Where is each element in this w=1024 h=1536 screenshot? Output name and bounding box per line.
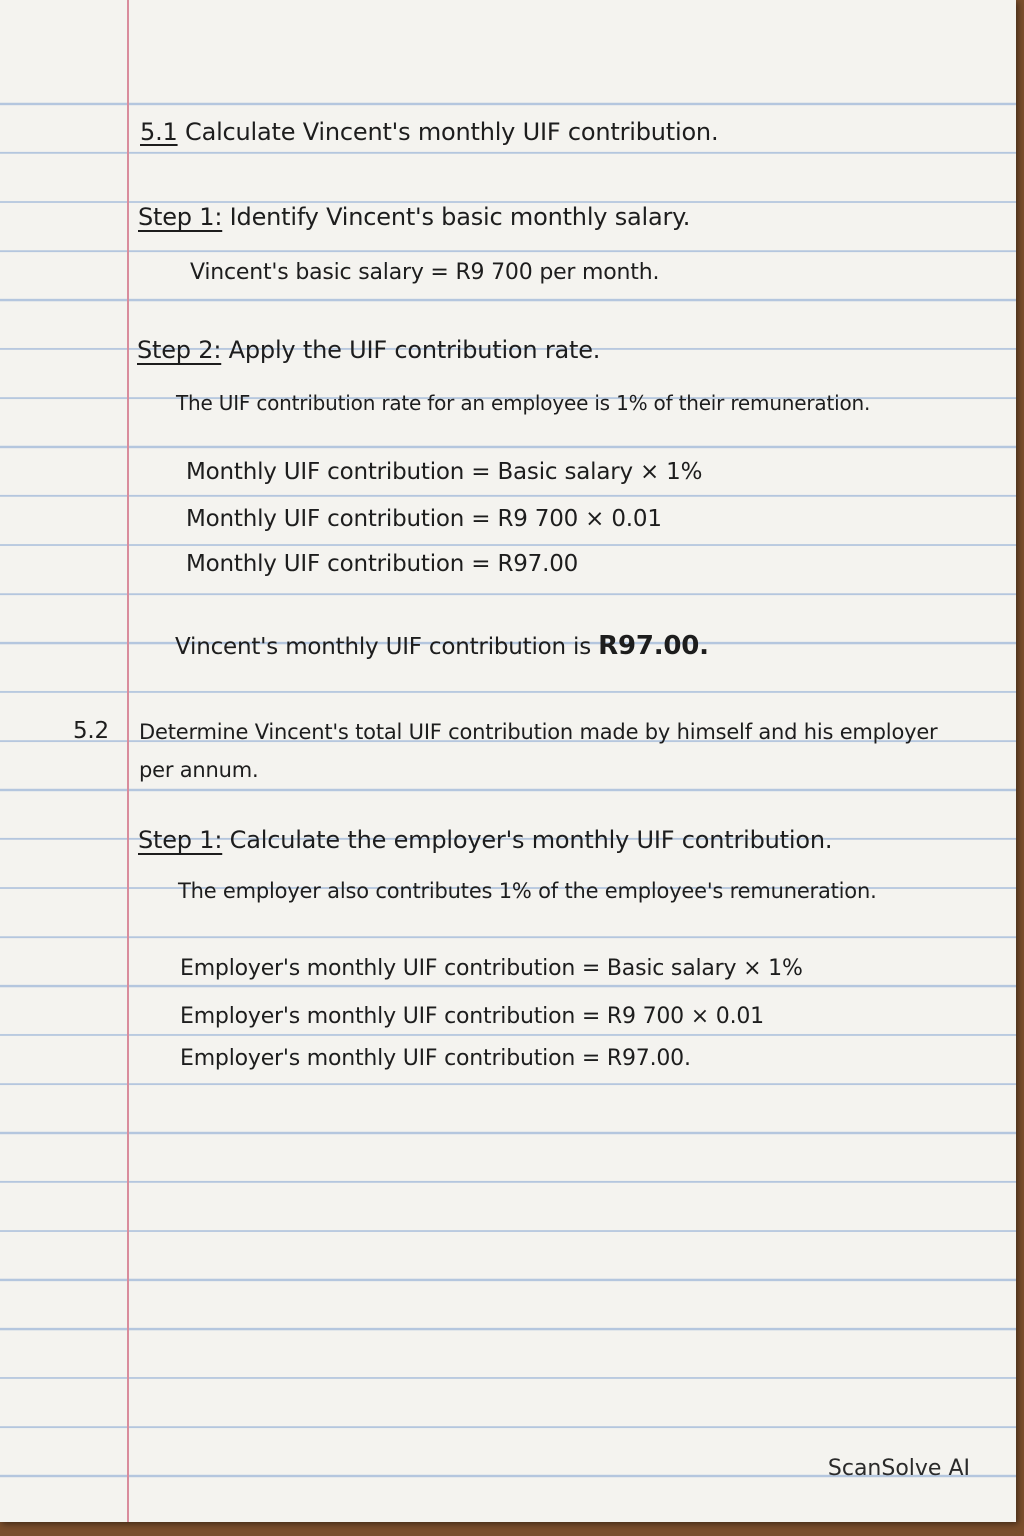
step-1-heading: [138, 203, 690, 231]
question-number: 5.1: [140, 118, 178, 146]
question-5-1-heading: [140, 118, 718, 146]
conclusion-value: R97.00.: [598, 631, 709, 661]
step-text: Identify Vincent's basic monthly salary.: [229, 203, 691, 231]
employer-calc-line-2: Employer's monthly UIF contribution = R9 700 × 0.01: [180, 1004, 764, 1029]
question-5-2-title-line-2: per annum.: [139, 758, 259, 782]
step-label: Step 1:: [138, 826, 223, 854]
margin-line: [127, 0, 129, 1522]
calc-line-2: Monthly UIF contribution = R9 700 × 0.01: [186, 506, 662, 532]
conclusion-text: Vincent's monthly UIF contribution is: [175, 634, 591, 660]
question-5-2-title-line-1: Determine Vincent's total UIF contribution made by himself and his employer: [139, 720, 938, 744]
scansolve-watermark: ScanSolve AI: [827, 1456, 970, 1481]
step-label: Step 1:: [138, 203, 223, 231]
calc-line-3: Monthly UIF contribution = R97.00: [186, 551, 579, 577]
conclusion-line: [175, 631, 709, 661]
step-1-heading-5-2: [138, 826, 832, 854]
basic-salary-line: Vincent's basic salary = R9 700 per month.: [190, 260, 660, 285]
employer-rate-line: The employer also contributes 1% of the employee's remuneration.: [178, 879, 877, 903]
step-text: Calculate the employer's monthly UIF contribution.: [229, 826, 833, 854]
employer-calc-line-1: Employer's monthly UIF contribution = Basic salary × 1%: [180, 956, 803, 981]
step-label: Step 2:: [137, 336, 222, 364]
step-2-heading: [137, 336, 600, 364]
question-5-2-number: 5.2: [73, 718, 109, 744]
rate-explanation-line: The UIF contribution rate for an employee is 1% of their remuneration.: [176, 391, 871, 415]
employer-calc-line-3: Employer's monthly UIF contribution = R97.00.: [180, 1046, 691, 1071]
calc-line-1: Monthly UIF contribution = Basic salary × 1%: [186, 459, 703, 485]
question-title: Calculate Vincent's monthly UIF contribution.: [185, 118, 719, 146]
step-text: Apply the UIF contribution rate.: [228, 336, 601, 364]
